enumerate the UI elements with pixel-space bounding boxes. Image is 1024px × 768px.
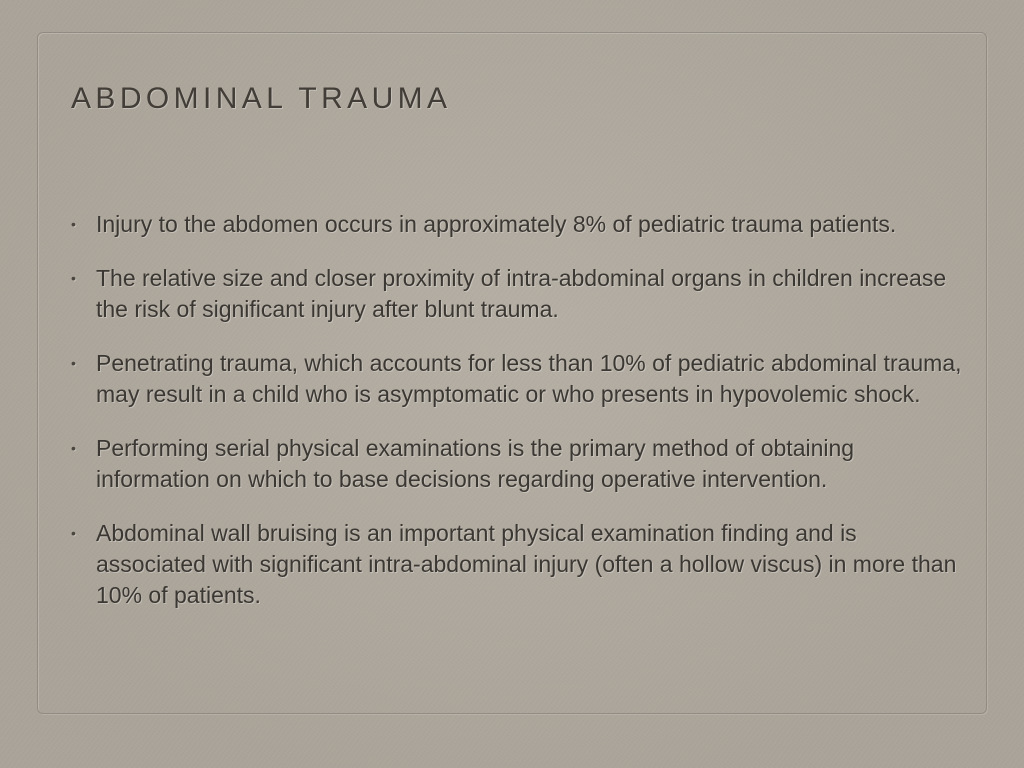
bullet-text: Performing serial physical examinations is the primary method of obtaining information on which to base decisions regarding operative intervention. <box>96 435 855 492</box>
bullet-text: Penetrating trauma, which accounts for less than 10% of pediatric abdominal trauma, may result in a child who is asymptomatic or who presents in hypovolemic shock. <box>96 350 962 407</box>
bullet-dot-icon: • <box>71 216 76 232</box>
bullet-list <box>70 209 965 634</box>
bullet-item <box>70 348 965 410</box>
bullet-item <box>70 518 965 611</box>
bullet-dot-icon: • <box>71 270 76 286</box>
bullet-dot-icon: • <box>71 355 76 371</box>
bullet-item <box>70 433 965 495</box>
bullet-text: The relative size and closer proximity of intra-abdominal organs in children increase the risk of significant injury after blunt trauma. <box>96 265 947 322</box>
bullet-item <box>70 209 965 240</box>
bullet-item <box>70 263 965 325</box>
bullet-text: Injury to the abdomen occurs in approximately 8% of pediatric trauma patients. <box>96 211 897 237</box>
bullet-text: Abdominal wall bruising is an important physical examination finding and is associated with significant intra-abdominal injury (often a hollow viscus) in more than 10% of patients. <box>96 520 957 608</box>
slide-title: ABDOMINAL TRAUMA <box>71 82 452 115</box>
bullet-dot-icon: • <box>71 525 76 541</box>
bullet-dot-icon: • <box>71 440 76 456</box>
